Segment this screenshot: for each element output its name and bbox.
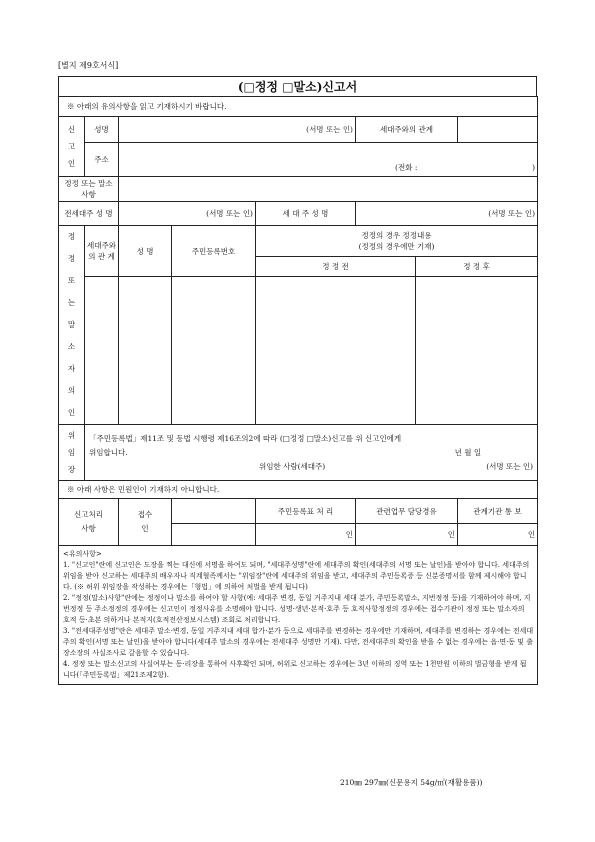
seal-3-label: 인 — [527, 530, 536, 539]
reporter-sign-hint: (서명 또는 인) — [306, 125, 353, 134]
target-name-cell[interactable] — [119, 277, 172, 425]
report-form-table — [58, 96, 538, 685]
address-label: 주소 — [85, 143, 119, 177]
instruction-item: 2. "정정(말소)사항"란에는 정정이나 말소를 하여야 할 사항(예: 세대주 변경, 동일 거주지내 세대 분가, 주민등록말소, 지번정정 등)을 기재하여야 하며, 지번정정 등 주소정정의 경우에는 신고인이 정정사유를 소명해야 합니다. 성명·생년·본적·호주 등 호적사항정정의 경우에는 접수기관이 정정 또는 말소자의 호적 등·초본 의하거나 본적지(호적전산정보시스템) 조회로 처리합니다. — [63, 594, 531, 624]
target-rrn-cell[interactable] — [172, 277, 256, 425]
delegation-date[interactable]: 년 월 일 — [454, 447, 482, 457]
new-head-field[interactable] — [356, 202, 538, 226]
targets-side-label: 정정 또는 말소자의 인 — [59, 226, 85, 425]
office-col2: 관련업무 담당경유 — [356, 499, 458, 524]
office-seal-3[interactable] — [458, 524, 538, 546]
reason-field[interactable] — [119, 177, 538, 202]
office-side-label — [59, 499, 119, 546]
address-field[interactable] — [119, 143, 538, 177]
old-head-label: 전세대주 성 명 — [59, 202, 119, 226]
col-relation: 세대주와 의 관 계 — [85, 226, 119, 277]
instruction-item: 3. "전세대주성명"란은 세대주 말소·변경, 동일 거주지내 세대 합가·분가 등으로 세대주를 변경하는 경우에만 기재하며, 세대주를 변경하는 경우에는 전세대주의 확인(서명 또는 날인)을 받아야 합니다(세대주 말소의 경우에는 전세대주 성명만 기재). 다만, 전세대주의 확인을 받을 수 없는 경우에는 읍·면·동 및 출장소장의 사실조사로 갈음할 수 있습니다. — [63, 627, 534, 657]
phone-label: (전화 : — [395, 163, 418, 172]
col-rrn: 주민등록번호 — [172, 226, 256, 277]
delegation-side-label: 위임장 — [59, 425, 85, 481]
seal-2-label: 인 — [447, 530, 455, 539]
instructions-box — [59, 546, 538, 685]
delegator-label: 위임한 사람(세대주) — [259, 461, 326, 471]
form-number: [별지 제9호서식] — [58, 61, 119, 70]
col-detail-title: 정정의 경우 정정내용 — [361, 231, 432, 241]
target-before-cell[interactable] — [256, 277, 416, 425]
receipt-label — [119, 499, 172, 546]
col-detail — [256, 226, 538, 257]
old-head-field[interactable] — [119, 202, 256, 226]
office-seal-2[interactable] — [356, 524, 458, 546]
target-after-cell[interactable] — [416, 277, 538, 425]
receipt-text: 접수인 — [137, 510, 153, 533]
delegation-text-2: 위임합니다. — [89, 447, 128, 457]
instructions-heading: <유의사항> — [63, 550, 102, 558]
delegation-text-1: 「주민등록법」제11조 및 동법 시행령 제16조의2에 따라 (□정정 □말소)신고를 위 신고인에게 — [89, 433, 402, 443]
col-before: 정 정 전 — [256, 257, 416, 277]
col-detail-sub: (정정의 경우에만 기재) — [358, 242, 435, 252]
seal-1-label: 인 — [345, 530, 353, 539]
form-title: (□정정 □말소)신고서 — [58, 76, 537, 96]
instruction-item: 1. "신고인"란에 신고인은 도장을 찍는 대신에 서명을 하여도 되며, "세대주성명"란에 세대주의 확인(세대주의 서명 또는 날인)을 받아야 합니다. 세대주의 위임을 받아 신고하는 세대주의 배우자나 직계혈족께서는 "위임장"란에 세대주의 위임을 받고, 세대주의 주민등록증 등 신분증명서를 함께 제시해야 합니다. (※ 허위 위임장을 작성하는 경우에는「형법」에 의하여 처벌을 받게 됩니다) — [63, 561, 530, 591]
old-head-sign: (서명 또는 인) — [206, 209, 253, 218]
delegator-sign[interactable]: (서명 또는 인) — [486, 461, 534, 471]
new-head-sign: (서명 또는 인) — [488, 209, 536, 218]
notice-top: ※ 아래의 유의사항을 읽고 기재하시기 바랍니다. — [59, 97, 538, 117]
delegation-body — [85, 425, 538, 481]
relation-label: 세대주와의 관계 — [356, 117, 458, 143]
target-relation-cell[interactable] — [85, 277, 119, 425]
phone-close: ) — [532, 163, 536, 172]
office-col3: 관계기관 통 보 — [458, 499, 538, 524]
office-col1: 주민등록표 처 리 — [256, 499, 356, 524]
reason-label: 정정 또는 말소 사항 — [59, 177, 119, 202]
col-name: 성 명 — [119, 226, 172, 277]
col-after: 정 정 후 — [416, 257, 538, 277]
reporter-name-label: 성명 — [85, 117, 119, 143]
relation-field[interactable] — [458, 117, 538, 143]
reporter-name-field[interactable] — [119, 117, 356, 143]
notice-office: ※ 아래 사항은 민원인이 기재하지 아니합니다. — [59, 481, 538, 499]
office-seal-1[interactable] — [256, 524, 356, 546]
reporter-side-label: 신고인 — [59, 117, 85, 177]
paper-spec-footer: 210㎜ 297㎜(신문용지 54g/㎡(재활용품)) — [340, 778, 483, 787]
office-side-text: 신고처리사항 — [74, 510, 103, 533]
instruction-item: 4. 정정 또는 말소신고의 사실여부는 동·리장을 통하여 사후확인 되며, 허위로 신고하는 경우에는 3년 이하의 징역 또는 1천만원 이하의 벌금형을 받게 됩니다(「주민등록법」제21조제2항). — [63, 660, 527, 679]
new-head-label: 세 대 주 성 명 — [256, 202, 356, 226]
